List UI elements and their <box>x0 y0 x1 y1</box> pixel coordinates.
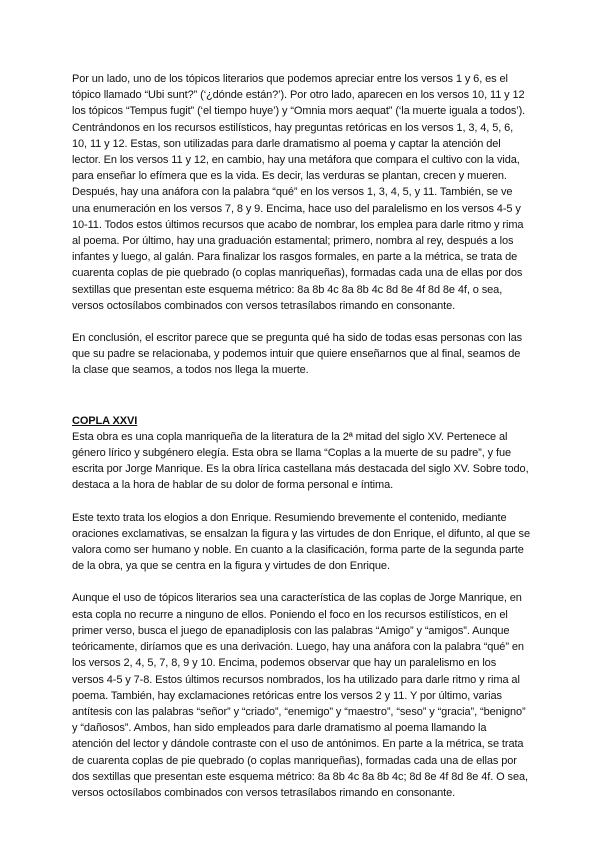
paragraph-topicos: Por un lado, uno de los tópicos literarios que podemos apreciar entre los versos 1 y 6, es el tópico llamado “Ubi sunt?” (‘¿dónde están?’). Por otro lado, aparecen en los versos 10, 11 y 12 los tópicos “Tempus fugit” (‘el tiempo huye’) y “Omnia mors aequat” (‘la muerte iguala a todos’). Centrándonos en los recursos estilísticos, hay preguntas retóricas en los versos 1, 3, 4, 5, 6, 10, 11 y 12. Estas, son utilizadas para darle dramatismo al poema y captar la atención del lector. En los versos 11 y 12, en cambio, hay una metáfora que compara el cultivo con la vida, para enseñar lo efímera que es la vida. Es decir, las verduras se plantan, crecen y mueren. Después, hay una anáfora con la palabra “qué” en los versos 1, 3, 4, 5, y 11. También, se ve una enumeración en los versos 7, 8 y 9. Encima, hace uso del paralelismo en los versos 4-5 y 10-11. Todos estos últimos recursos que acabo de nombrar, los emplea para darle ritmo y rima al poema. Por último, hay una graduación estamental; primero, nombra al rey, después a los infantes y luego, al galán. Para finalizar los rasgos formales, en parte a la métrica, se trata de cuarenta coplas de pie quebrado (o coplas manriqueñas), formadas cada una de ellas por dos sextillas que presentan este esquema métrico: 8a 8b 4c 8a 8b 4c 8d 8e 4f 8d 8e 4f, o sea, versos octosílabos combinados con versos tetrasílabos rimando en consonante. <box>72 73 526 312</box>
paragraph-spacer <box>72 494 530 510</box>
paragraph-conclusion: En conclusión, el escritor parece que se pregunta qué ha sido de todas esas personas con las que su padre se relacionaba, y podemos intuir que quiere enseñarnos que al final, seamos de la clase que seamos, a todos nos llega la muerte. <box>72 332 523 377</box>
paragraph-tema: Este texto trata los elogios a don Enrique. Resumiendo brevemente el contenido, mediante oraciones exclamativas, se ensalzan la figura y las virtudes de don Enrique, el difunto, al que se valora como ser humano y noble. En cuanto a la clasificación, forma parte de la segunda parte de la obra, ya que se centra en la figura y virtudes de don Enrique. <box>72 511 530 573</box>
section-heading: COPLA XXVI <box>72 414 138 427</box>
paragraph-introduccion: Esta obra es una copla manriqueña de la literatura de la 2ª mitad del siglo XV. Pertenece al género lírico y subgénero elegía. Esta obra se llama “Coplas a la muerte de su padre”, y fue escrita por Jorge Manrique. Es la obra lírica castellana más destacada del siglo XV. Sobre todo, destaca a la hora de hablar de su dolor de forma personal e íntima. <box>72 430 529 492</box>
paragraph-recursos: Aunque el uso de tópicos literarios sea una característica de las coplas de Jorge Manrique, en esta copla no recurre a ninguno de ellos. Poniendo el foco en los recursos estilísticos, en el primer verso, busca el juego de epanadiplosis con las palabras “Amigo” y “amigos”. Aunque teóricamente, diríamos que es una derivación. Luego, hay una anáfora con la palabra “qué” en los versos 2, 4, 5, 7, 8, 9 y 10. Encima, podemos observar que hay un paralelismo en los versos 4-5 y 7-8. Estos últimos recursos nombrados, los ha utilizado para darle ritmo y rima al poema. También, hay exclamaciones retóricas entre los versos 2 y 11. Y por último, varias antítesis con las palabras “señor” y “criado”, “enemigo” y “maestro”, “seso” y “gracia”, “benigno” y “dañosos”. Ambos, han sido empleados para darle dramatismo al poema llamando la atención del lector y dándole contraste con el uso de antónimos. En parte a la métrica, se trata de cuarenta coplas de pie quebrado (o coplas manriqueñas), formadas cada una de ellas por dos sextillas que presentan este esquema métrico: 8a 8b 4c 8a 8b 4c; 8d 8e 4f 8d 8e 4f. O sea, versos octosílabos combinados con versos tetrasílabos rimando en consonante. <box>72 592 528 799</box>
paragraph-spacer <box>72 574 530 590</box>
document-body <box>72 71 530 801</box>
paragraph-spacer <box>72 314 530 330</box>
section-spacer <box>72 379 530 413</box>
